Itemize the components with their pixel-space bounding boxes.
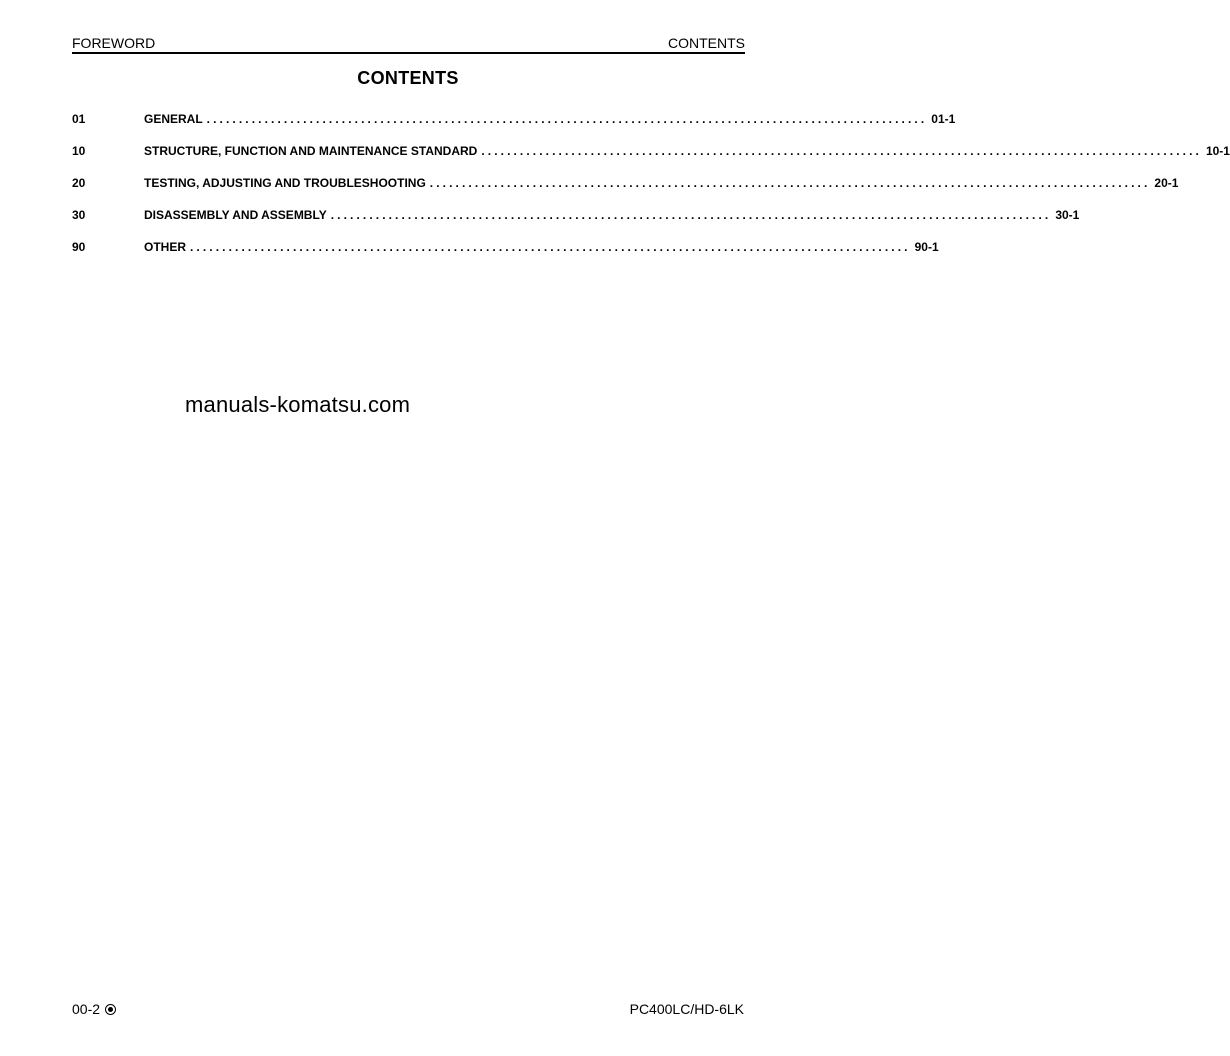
toc-entry-30[interactable] (72, 207, 1080, 239)
toc-label: GENERAL (144, 112, 203, 126)
header-section-title: FOREWORD (72, 35, 156, 51)
toc-number: 10 (72, 144, 86, 158)
footer-model: PC400LC/HD-6LK (629, 1001, 744, 1017)
toc-number: 90 (72, 240, 86, 254)
toc-label: STRUCTURE, FUNCTION AND MAINTENANCE STANDARD (144, 144, 478, 158)
toc-page: 20-1 (1154, 176, 1179, 190)
toc-page: 01-1 (931, 112, 956, 126)
page-header (72, 34, 745, 54)
toc-leader-dots: ................................................................................................................ (206, 112, 928, 126)
circle-mark-icon (105, 1004, 116, 1015)
watermark-text: manuals-komatsu.com (185, 392, 411, 417)
footer-page-number: 00-2 (72, 1001, 101, 1017)
toc-number: 01 (72, 112, 86, 126)
toc-leader-dots: ................................................................................................................ (481, 144, 1202, 158)
toc-entry-90[interactable] (72, 239, 939, 271)
toc-label: TESTING, ADJUSTING AND TROUBLESHOOTING (144, 176, 426, 190)
toc-page: 10-1 (1205, 144, 1230, 158)
toc-number: 30 (72, 208, 86, 222)
toc-entry-20[interactable] (72, 175, 1179, 207)
header-page-title: CONTENTS (668, 35, 745, 51)
toc-leader-dots: ................................................................................................................ (330, 208, 1052, 222)
toc-number: 20 (72, 176, 86, 190)
toc-page: 90-1 (914, 240, 939, 254)
toc-entry-01[interactable] (72, 111, 956, 143)
footer-page-number-group (72, 1001, 116, 1017)
page-title: CONTENTS (357, 68, 459, 88)
toc-leader-dots: ................................................................................................................ (429, 176, 1151, 190)
toc-label: DISASSEMBLY AND ASSEMBLY (144, 208, 327, 222)
toc-entry-10[interactable] (72, 143, 1230, 175)
table-of-contents (72, 111, 1230, 271)
toc-label: OTHER (144, 240, 186, 254)
toc-leader-dots: ................................................................................................................ (190, 240, 911, 254)
toc-page: 30-1 (1055, 208, 1080, 222)
